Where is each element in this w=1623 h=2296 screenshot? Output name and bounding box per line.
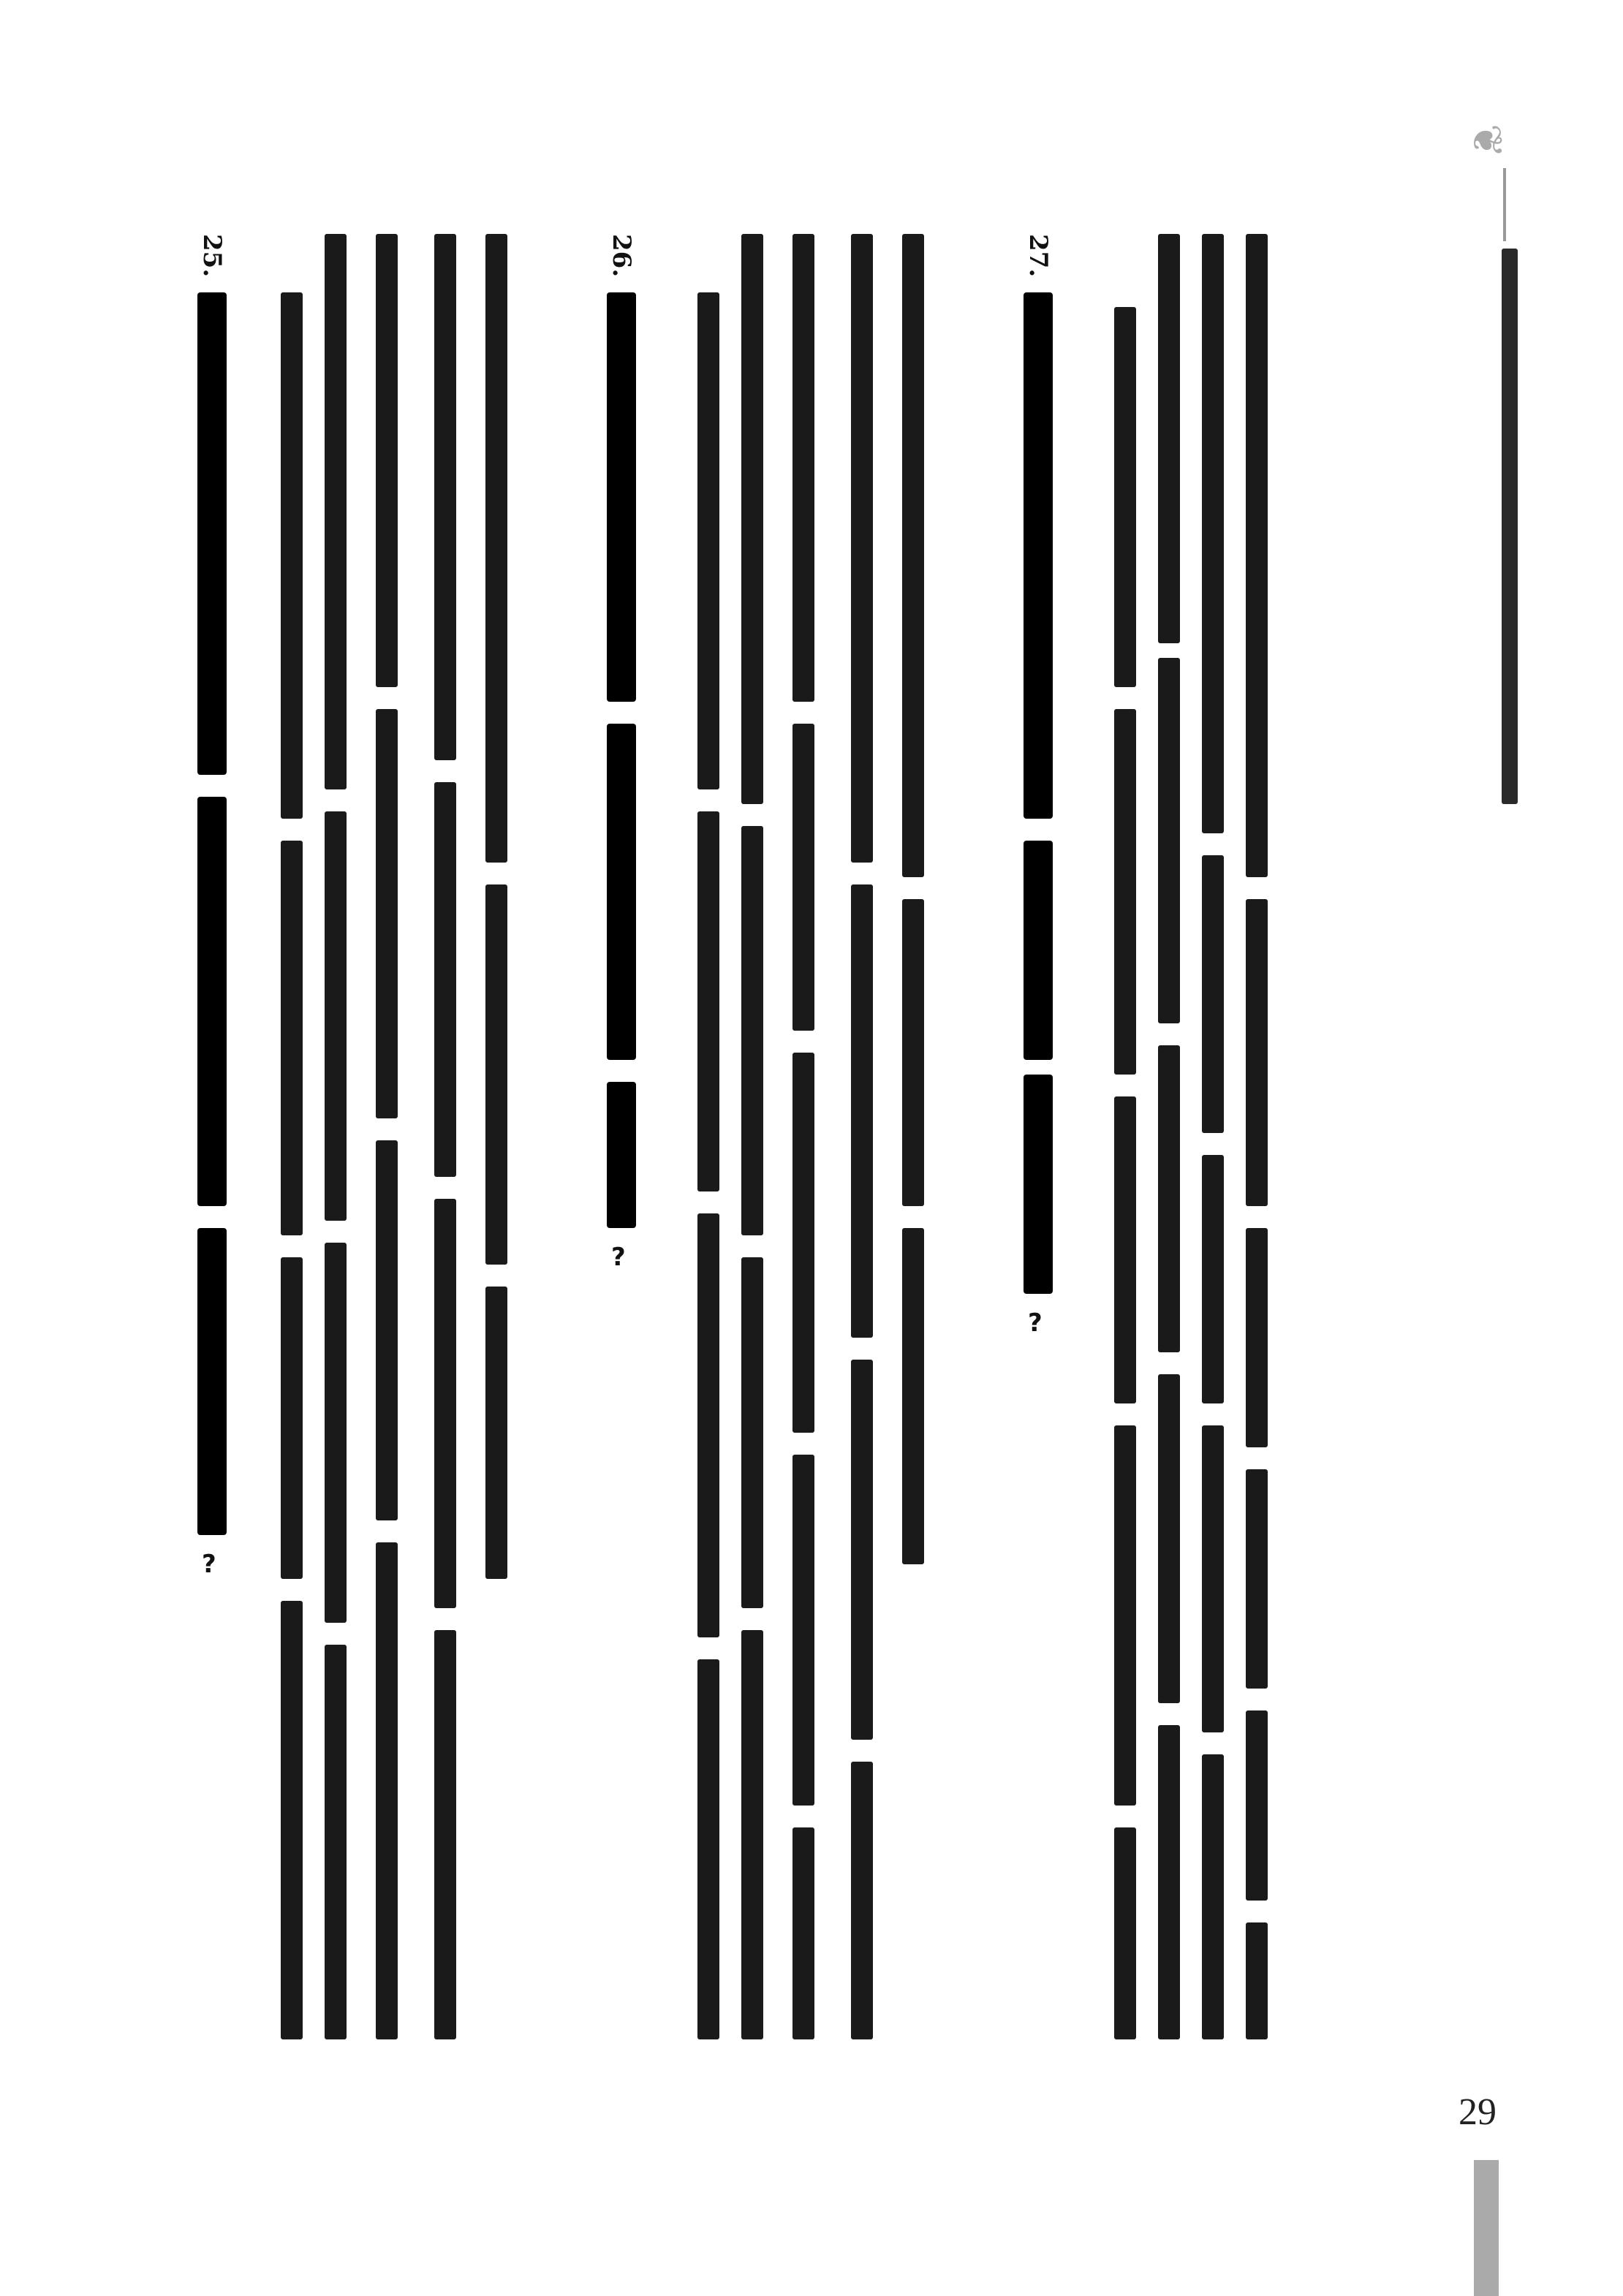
- question-number: 26.: [607, 234, 636, 278]
- question-number: 27.: [1024, 234, 1053, 278]
- thumb-tab: [1474, 2160, 1499, 2296]
- question-mark: ?: [1028, 1308, 1043, 1338]
- header-ornament-icon: ❦: [1462, 124, 1510, 158]
- question-mark: ?: [202, 1550, 216, 1579]
- page-number: 29: [1459, 2091, 1497, 2133]
- question-mark: ?: [611, 1243, 626, 1272]
- header-rule: [1503, 168, 1506, 241]
- question-number: 25.: [197, 234, 227, 278]
